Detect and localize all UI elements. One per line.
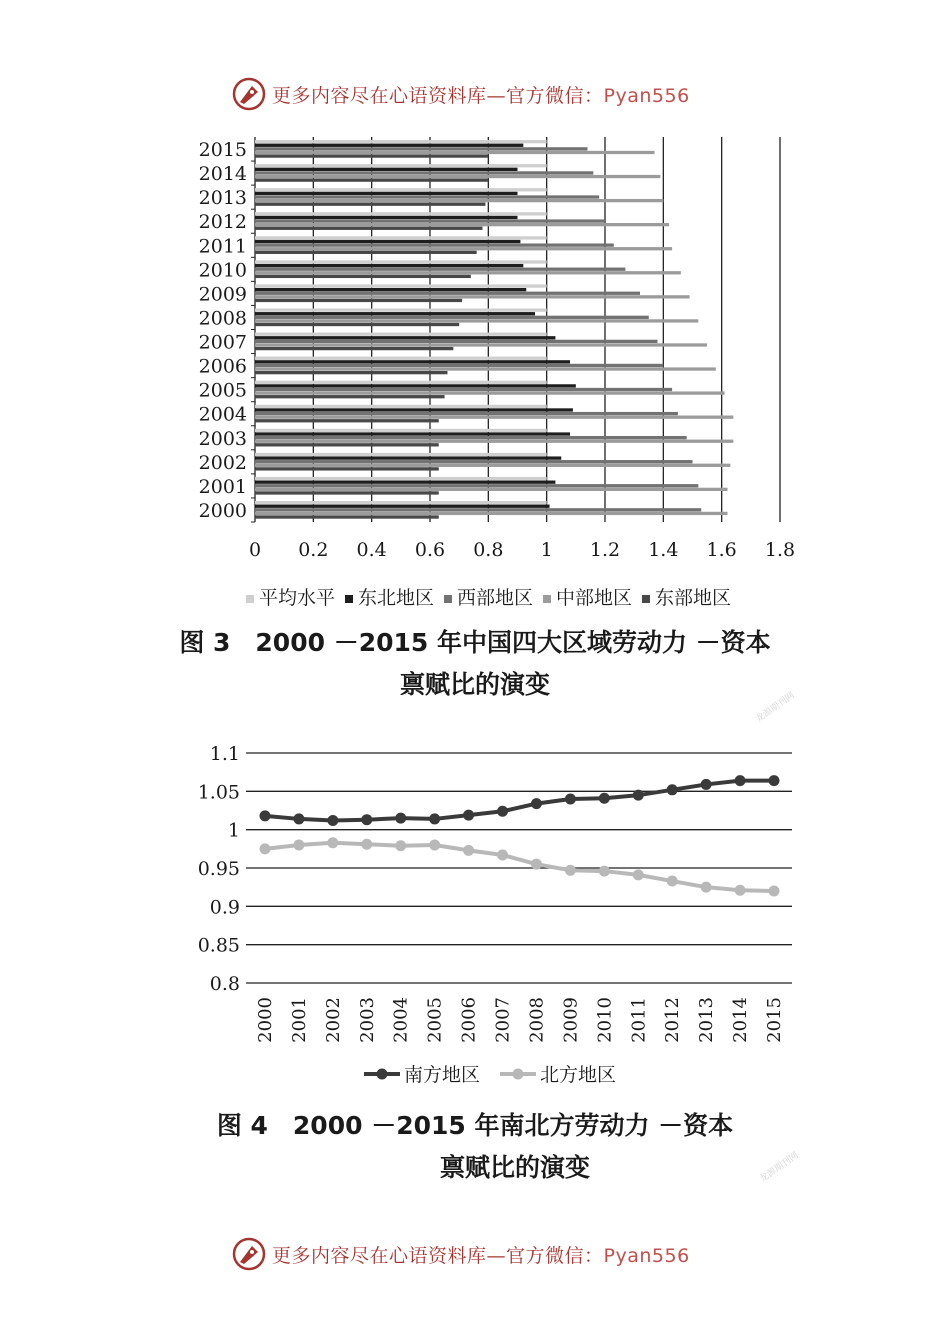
y-tick-label: 2004 [198, 403, 247, 426]
bar-平均水平 [255, 381, 547, 384]
legend-swatch [543, 595, 551, 603]
bar-东部地区 [255, 347, 453, 350]
data-point-南方地区 [633, 790, 644, 801]
legend-swatch [444, 595, 452, 603]
bar-中部地区 [255, 271, 681, 274]
data-point-北方地区 [497, 849, 508, 860]
pen-nib-logo-icon [232, 77, 266, 111]
y-tick-label: 2008 [198, 307, 247, 330]
bar-中部地区 [255, 223, 669, 226]
data-point-南方地区 [667, 784, 678, 795]
legend-swatch [345, 595, 353, 603]
bar-东部地区 [255, 467, 439, 470]
bar-东北地区 [255, 144, 523, 147]
bar-东北地区 [255, 408, 573, 411]
bar-中部地区 [255, 367, 716, 370]
data-point-南方地区 [260, 810, 271, 821]
bar-平均水平 [255, 164, 547, 167]
x-tick-label: 2010 [594, 997, 616, 1043]
bar-东北地区 [255, 264, 523, 267]
y-tick-label: 2002 [198, 451, 247, 474]
bar-东北地区 [255, 360, 570, 363]
bar-平均水平 [255, 477, 547, 480]
bar-平均水平 [255, 260, 547, 263]
bar-东北地区 [255, 505, 550, 508]
y-tick-label: 2011 [198, 235, 247, 258]
bar-中部地区 [255, 440, 733, 443]
data-point-北方地区 [599, 866, 610, 877]
bar-西部地区 [255, 268, 625, 271]
series-line-南方地区 [265, 781, 774, 821]
bar-西部地区 [255, 171, 593, 174]
x-tick-label: 1 [540, 539, 553, 561]
bar-平均水平 [255, 308, 547, 311]
banner-wechat-id: Pyan556 [603, 1244, 690, 1267]
bar-平均水平 [255, 501, 547, 504]
bar-东部地区 [255, 299, 462, 302]
data-point-北方地区 [633, 869, 644, 880]
bar-中部地区 [255, 512, 728, 515]
data-point-南方地区 [769, 775, 780, 786]
data-point-北方地区 [327, 837, 338, 848]
bar-西部地区 [255, 316, 649, 319]
x-tick-label: 1.4 [648, 539, 679, 561]
bar-中部地区 [255, 151, 655, 154]
bar-东北地区 [255, 312, 535, 315]
bar-东北地区 [255, 192, 518, 195]
bar-平均水平 [255, 429, 547, 432]
x-tick-label: 0.8 [473, 539, 504, 561]
bar-东部地区 [255, 419, 439, 422]
banner-wechat-id: Pyan556 [603, 84, 690, 107]
bar-西部地区 [255, 388, 672, 391]
bar-西部地区 [255, 147, 588, 150]
y-tick-label: 1.05 [197, 781, 240, 804]
data-point-南方地区 [395, 813, 406, 824]
legend-swatch [246, 595, 254, 603]
bar-东部地区 [255, 395, 445, 398]
bar-西部地区 [255, 219, 605, 222]
bar-西部地区 [255, 412, 678, 415]
x-tick-label: 2001 [288, 997, 310, 1043]
figure4-caption-line2: 禀赋比的演变 [439, 1153, 590, 1182]
legend-label: 北方地区 [540, 1064, 617, 1086]
data-point-南方地区 [463, 810, 474, 821]
bar-中部地区 [255, 175, 660, 178]
x-tick-label: 2007 [492, 997, 514, 1043]
bar-中部地区 [255, 295, 690, 298]
bar-东北地区 [255, 168, 518, 171]
bar-平均水平 [255, 212, 547, 215]
data-point-南方地区 [429, 813, 440, 824]
bar-东部地区 [255, 251, 477, 254]
bar-东北地区 [255, 481, 555, 484]
banner-text [272, 81, 690, 108]
banner-text [272, 1241, 690, 1268]
legend-marker [513, 1069, 524, 1080]
data-point-北方地区 [531, 859, 542, 870]
y-tick-label: 2003 [198, 427, 247, 450]
footer-banner [232, 1234, 752, 1274]
data-point-北方地区 [769, 886, 780, 897]
bar-东部地区 [255, 491, 439, 494]
x-tick-label: 2015 [764, 997, 785, 1043]
legend-marker [377, 1069, 388, 1080]
bar-平均水平 [255, 140, 547, 143]
bar-中部地区 [255, 247, 672, 250]
bar-西部地区 [255, 460, 693, 463]
x-tick-label: 0.2 [298, 539, 329, 561]
bar-中部地区 [255, 343, 707, 346]
bar-东部地区 [255, 227, 483, 230]
y-tick-label: 2001 [198, 475, 247, 498]
watermark: 龙源期刊网 [758, 1150, 801, 1185]
series-line-北方地区 [265, 843, 774, 891]
y-tick-label: 2009 [198, 283, 247, 306]
data-point-北方地区 [361, 839, 372, 850]
bar-平均水平 [255, 236, 547, 239]
y-tick-label: 0.85 [197, 934, 240, 957]
y-tick-label: 0.95 [197, 858, 240, 880]
data-point-南方地区 [327, 815, 338, 826]
bar-西部地区 [255, 364, 663, 367]
x-tick-label: 1.2 [589, 539, 621, 561]
y-tick-label: 2010 [198, 259, 247, 282]
y-tick-label: 0.8 [209, 973, 240, 995]
header-banner [232, 74, 752, 114]
bar-西部地区 [255, 243, 614, 246]
bar-东部地区 [255, 178, 488, 181]
x-tick-label: 2000 [255, 997, 276, 1043]
bar-中部地区 [255, 391, 725, 394]
y-tick-label: 2012 [198, 211, 247, 234]
data-point-北方地区 [565, 865, 576, 876]
banner-middle: 官方微信： [506, 1244, 604, 1267]
figure4-caption-line1: 图 4 2000 －2015 年南北方劳动力 －资本 [216, 1111, 734, 1140]
y-tick-label: 2007 [198, 331, 247, 354]
data-point-北方地区 [429, 840, 440, 851]
y-tick-label: 2015 [198, 139, 247, 162]
data-point-北方地区 [395, 840, 406, 851]
legend-swatch [642, 595, 650, 603]
y-tick-label: 2013 [198, 187, 247, 210]
bar-东北地区 [255, 384, 576, 387]
bar-东部地区 [255, 443, 439, 446]
x-tick-label: 2012 [662, 997, 684, 1043]
bar-中部地区 [255, 199, 663, 202]
figure4-caption [0, 1105, 950, 1189]
bar-西部地区 [255, 484, 698, 487]
banner-middle: 官方微信： [506, 84, 604, 107]
bar-中部地区 [255, 319, 698, 322]
figure3-caption-line2: 禀赋比的演变 [399, 670, 550, 699]
data-point-北方地区 [293, 840, 304, 851]
x-tick-label: 2008 [526, 997, 548, 1043]
data-point-南方地区 [531, 798, 542, 809]
bar-中部地区 [255, 488, 728, 491]
legend-label: 西部地区 [457, 587, 534, 609]
pen-nib-logo-icon [232, 1237, 266, 1271]
x-tick-label: 2005 [424, 997, 446, 1043]
y-tick-label: 2006 [198, 355, 247, 378]
x-tick-label: 1.8 [764, 539, 796, 561]
x-tick-label: 0.6 [414, 539, 446, 561]
figure3-bar-chart [0, 120, 950, 620]
bar-西部地区 [255, 340, 658, 343]
legend-label: 南方地区 [404, 1064, 481, 1086]
legend-label: 中部地区 [556, 587, 633, 609]
data-point-南方地区 [565, 794, 576, 805]
figure3-caption [0, 622, 950, 706]
legend-label: 平均水平 [259, 587, 336, 609]
data-point-南方地区 [293, 813, 304, 824]
x-tick-label: 2013 [696, 997, 718, 1043]
x-tick-label: 2009 [560, 997, 582, 1043]
y-tick-label: 1 [227, 819, 240, 842]
bar-平均水平 [255, 453, 547, 456]
data-point-南方地区 [701, 779, 712, 790]
y-tick-label: 2014 [198, 163, 247, 186]
x-tick-label: 0 [248, 539, 262, 561]
bar-西部地区 [255, 436, 687, 439]
bar-东北地区 [255, 336, 555, 339]
bar-东北地区 [255, 240, 520, 243]
bar-东部地区 [255, 275, 471, 278]
legend-label: 东部地区 [655, 587, 732, 609]
bar-西部地区 [255, 195, 599, 198]
banner-prefix: 更多内容尽在心语资料库— [272, 1244, 507, 1267]
bar-东部地区 [255, 371, 448, 374]
y-tick-label: 2000 [198, 499, 247, 522]
x-tick-label: 2014 [730, 997, 752, 1043]
bar-平均水平 [255, 333, 547, 336]
banner-prefix: 更多内容尽在心语资料库— [272, 84, 507, 107]
data-point-北方地区 [260, 843, 271, 854]
figure4-line-chart [0, 730, 950, 1100]
x-tick-label: 2004 [390, 997, 412, 1043]
bar-东北地区 [255, 288, 526, 291]
x-tick-label: 0.4 [356, 539, 387, 561]
data-point-南方地区 [497, 806, 508, 817]
data-point-南方地区 [735, 775, 746, 786]
bar-西部地区 [255, 292, 640, 295]
data-point-北方地区 [463, 845, 474, 856]
y-tick-label: 1.1 [209, 743, 240, 765]
bar-东北地区 [255, 216, 518, 219]
bar-中部地区 [255, 464, 730, 467]
x-tick-label: 2011 [628, 997, 650, 1043]
bar-平均水平 [255, 188, 547, 191]
x-tick-label: 1.6 [706, 539, 737, 561]
bar-平均水平 [255, 284, 547, 287]
y-tick-label: 0.9 [209, 896, 240, 919]
y-tick-label: 2005 [198, 379, 247, 402]
bar-东部地区 [255, 203, 485, 206]
bar-东部地区 [255, 154, 488, 157]
x-tick-label: 2003 [356, 997, 378, 1043]
bar-东部地区 [255, 323, 459, 326]
bar-东北地区 [255, 456, 561, 459]
data-point-北方地区 [735, 885, 746, 896]
bar-西部地区 [255, 508, 701, 511]
figure3-caption-line1: 图 3 2000 －2015 年中国四大区域劳动力 －资本 [179, 628, 771, 657]
bar-东部地区 [255, 515, 439, 518]
x-tick-label: 2002 [322, 997, 344, 1043]
x-tick-label: 2006 [458, 997, 480, 1043]
bar-平均水平 [255, 405, 547, 408]
data-point-北方地区 [701, 882, 712, 893]
legend-label: 东北地区 [358, 587, 435, 609]
data-point-北方地区 [667, 876, 678, 887]
data-point-南方地区 [361, 814, 372, 825]
watermark: 龙源期刊网 [754, 690, 797, 725]
bar-平均水平 [255, 357, 547, 360]
data-point-南方地区 [599, 793, 610, 804]
bar-东北地区 [255, 432, 570, 435]
bar-中部地区 [255, 416, 733, 419]
